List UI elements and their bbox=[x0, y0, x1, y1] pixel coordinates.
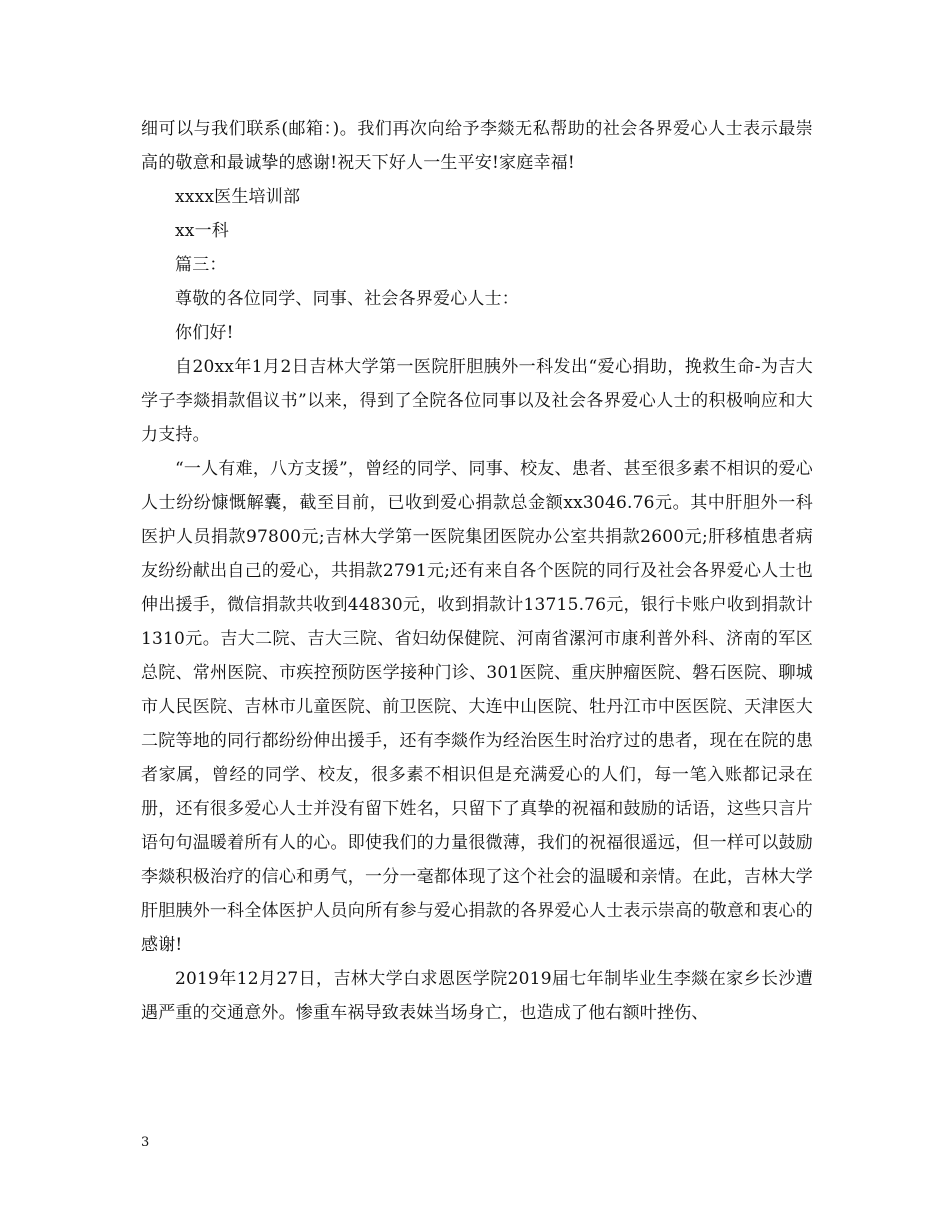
signature-department: xx一科 bbox=[175, 221, 229, 241]
salutation: 尊敬的各位同学、同事、社会各界爱心人士： bbox=[175, 289, 519, 309]
page-number: 3 bbox=[141, 1135, 150, 1150]
body-paragraph-1: 自20xx年1月2日吉林大学第一医院肝胆胰外一科发出“爱心捐助，挽救生命-为吉大学子李燚捐款倡议书”以来，得到了全院各位同事以及社会各界爱心人士的积极响应和大力支持。 bbox=[141, 357, 813, 445]
body-paragraph-3: 2019年12月27日，吉林大学白求恩医学院2019届七年制毕业生李燚在家乡长沙遭遇严重的交通意外。惨重车祸导致表妹当场身亡，也造成了他右额叶挫伤、 bbox=[141, 969, 813, 1023]
continuation-paragraph: 细可以与我们联系(邮箱：)。我们再次向给予李燚无私帮助的社会各界爱心人士表示最崇高的敬意和最诚挚的感谢!祝天下好人一生平安!家庭幸福! bbox=[141, 119, 813, 173]
section-label: 篇三： bbox=[175, 255, 227, 275]
greeting: 你们好! bbox=[175, 323, 234, 343]
signature-organization: xxxx医生培训部 bbox=[175, 187, 301, 207]
body-paragraph-2: “一人有难，八方支援”，曾经的同学、同事、校友、患者、甚至很多素不相识的爱心人士纷纷慷慨解囊，截至目前，已收到爱心捐款总金额xx3046.76元。其中肝胆外一科医护人员捐款97800元;吉林大学第一医院集团医院办公室共捐款2600元;肝移植患者病友纷纷献出自己的爱心，共捐款2791元;还有来自各个医院的同行及社会各界爱心人士也伸出援手，微信捐款共收到44830元，收到捐款计13715.76元，银行卡账户收到捐款计1310元。吉大二院、吉大三院、省妇幼保健院、河南省漯河市康利普外科、济南的军区总院、常州医院、市疾控预防医学接种门诊、301医院、重庆肿瘤医院、磐石医院、聊城市人民医院、吉林市儿童医院、前卫医院、大连中山医院、牡丹江市中医医院、天津医大二院等地的同行都纷纷伸出援手，还有李燚作为经治医生时治疗过的患者，现在在院的患者家属，曾经的同学、校友，很多素不相识但是充满爱心的人们，每一笔入账都记录在册，还有很多爱心人士并没有留下姓名，只留下了真挚的祝福和鼓励的话语，这些只言片语句句温暖着所有人的心。即使我们的力量很微薄，我们的祝福很遥远，但一样可以鼓励李燚积极治疗的信心和勇气，一分一毫都体现了这个社会的温暖和亲情。在此，吉林大学肝胆胰外一科全体医护人员向所有参与爱心捐款的各界爱心人士表示崇高的敬意和衷心的感谢! bbox=[141, 459, 813, 955]
document-body bbox=[141, 112, 813, 1030]
